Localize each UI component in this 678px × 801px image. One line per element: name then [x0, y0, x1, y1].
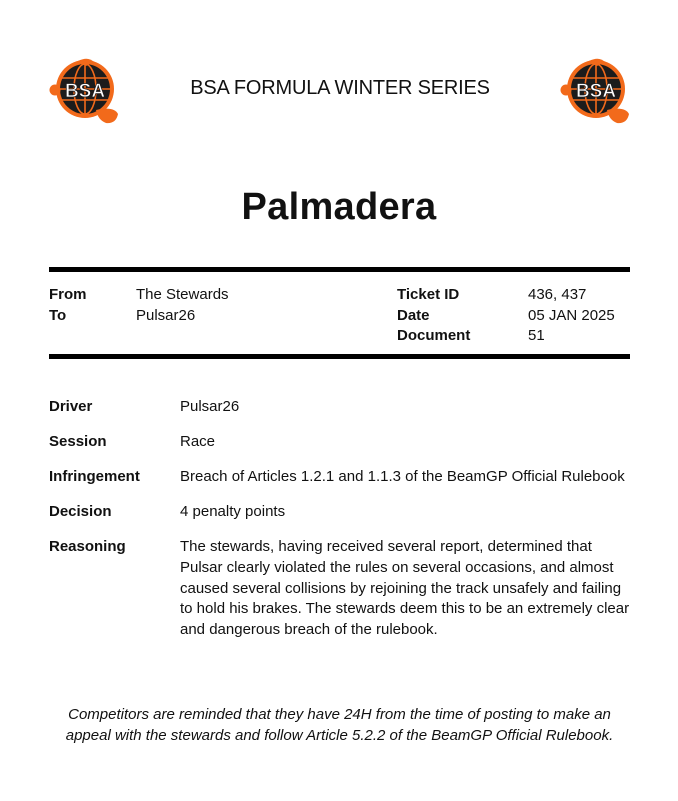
detail-row-decision [49, 502, 630, 523]
ticket-id-label: Ticket ID [397, 286, 460, 303]
event-title: Palmadera [241, 186, 437, 228]
driver-value: Pulsar26 [180, 398, 240, 415]
driver-label: Driver [49, 398, 93, 415]
appeal-notice: Competitors are reminded that they have 24H from the time of posting to make an appeal with the stewards and follow Article 5.2.2 of the BeamGP Official Rulebook. [65, 706, 614, 744]
to-value: Pulsar26 [136, 307, 196, 324]
session-label: Session [49, 432, 107, 450]
detail-row-reasoning [49, 537, 630, 641]
infringement-value: Breach of Articles 1.2.1 and 1.1.3 of the BeamGP Official Rulebook [180, 467, 625, 485]
date-value: 05 JAN 2025 [528, 307, 615, 324]
to-label: To [49, 307, 67, 324]
decision-value: 4 penalty points [180, 502, 286, 520]
top-divider [49, 267, 630, 272]
document-label: Document [397, 327, 471, 344]
infringement-label: Infringement [49, 467, 140, 485]
bsa-logo-left [48, 56, 120, 124]
from-label: From [49, 286, 87, 303]
svg-text:BSA: BSA [575, 81, 617, 102]
bsa-logo-right [559, 56, 631, 124]
detail-row-driver [49, 397, 630, 418]
decision-details [49, 397, 630, 655]
detail-row-session [49, 432, 630, 453]
reasoning-label: Reasoning [49, 537, 126, 555]
svg-text:BSA: BSA [64, 81, 106, 102]
bottom-divider [49, 354, 630, 359]
decision-label: Decision [49, 502, 112, 520]
from-value: The Stewards [136, 286, 229, 303]
reasoning-value: The stewards, having received several report, determined that Pulsar clearly violated the rules on several occasions, and almost caused several collisions by rejoining the track unsafely and failing to hold his brakes. The stewards deem this to be an extremely clear and dangerous breach of the rulebook. [180, 537, 630, 639]
series-title: BSA FORMULA WINTER SERIES [190, 77, 490, 99]
date-label: Date [397, 307, 430, 324]
detail-row-infringement [49, 467, 630, 488]
document-value: 51 [528, 327, 545, 344]
session-value: Race [180, 432, 216, 450]
ticket-id-value: 436, 437 [528, 286, 587, 303]
